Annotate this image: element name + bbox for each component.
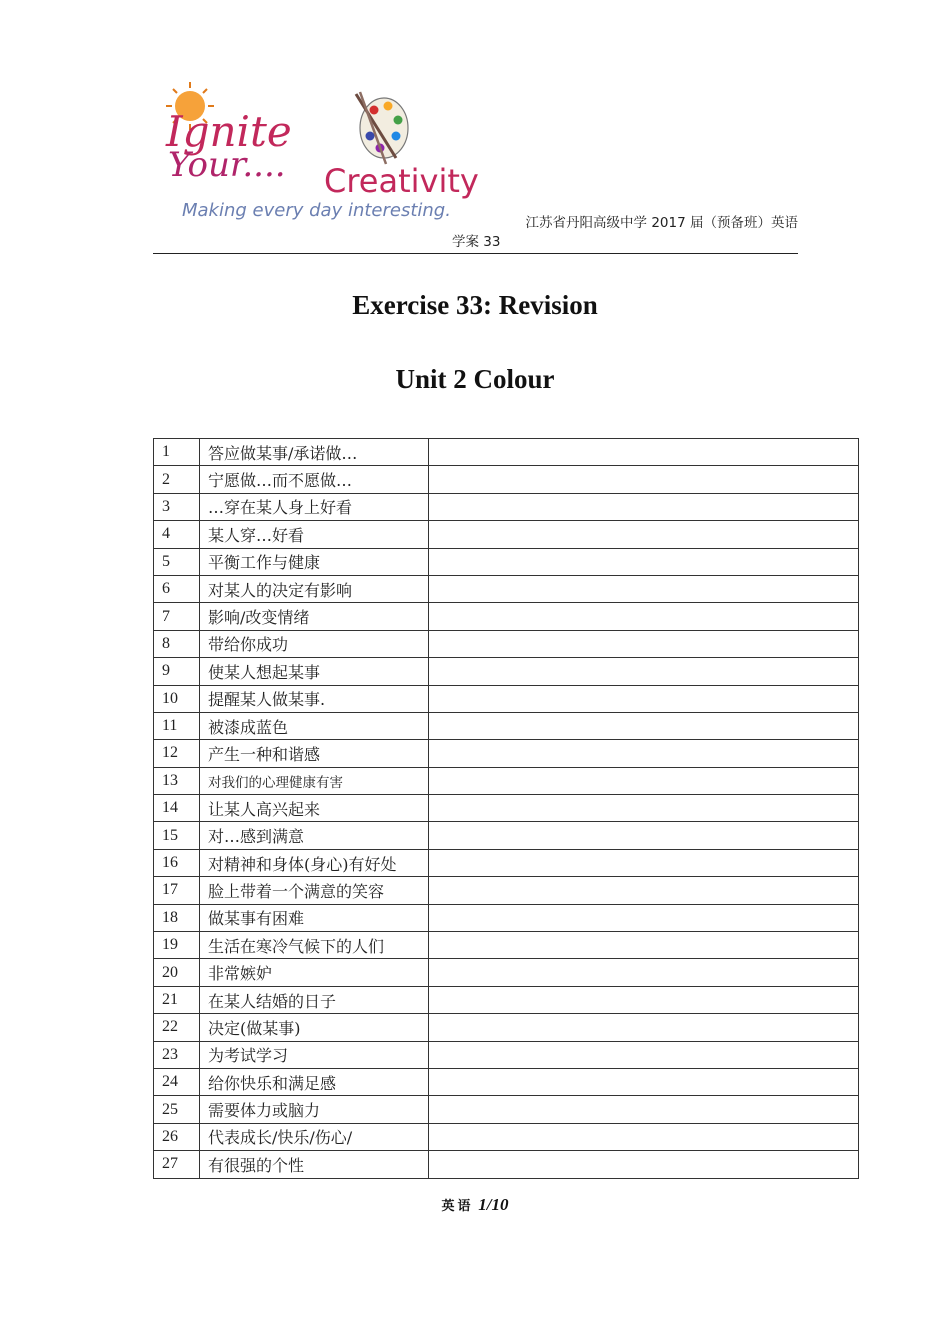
answer-cell[interactable] xyxy=(429,575,859,602)
chinese-phrase: 带给你成功 xyxy=(200,630,429,657)
chinese-phrase: 对精神和身体(身心)有好处 xyxy=(200,849,429,876)
row-number: 22 xyxy=(154,1014,200,1041)
row-number: 9 xyxy=(154,658,200,685)
chinese-phrase: 生活在寒冷气候下的人们 xyxy=(200,932,429,959)
school-header-line1: 江苏省丹阳高级中学 2017 届（预备班）英语 xyxy=(525,215,798,231)
table-row xyxy=(154,822,859,849)
row-number: 3 xyxy=(154,493,200,520)
row-number: 5 xyxy=(154,548,200,575)
table-row xyxy=(154,548,859,575)
row-number: 25 xyxy=(154,1096,200,1123)
unit-subtitle: Unit 2 Colour xyxy=(395,364,555,394)
row-number: 6 xyxy=(154,575,200,602)
table-row xyxy=(154,959,859,986)
chinese-phrase: 在某人结婚的日子 xyxy=(200,986,429,1013)
row-number: 4 xyxy=(154,521,200,548)
ignite-your-creativity-logo xyxy=(160,80,490,230)
paint-palette-icon xyxy=(356,92,408,164)
row-number: 10 xyxy=(154,685,200,712)
page-title: Exercise 33: Revision xyxy=(352,290,598,320)
table-row xyxy=(154,439,859,466)
table-row xyxy=(154,795,859,822)
table-row xyxy=(154,1151,859,1178)
answer-cell[interactable] xyxy=(429,1068,859,1095)
table-row xyxy=(154,521,859,548)
table-row xyxy=(154,1068,859,1095)
chinese-phrase: 答应做某事/承诺做… xyxy=(200,439,429,466)
svg-text:Creativity: Creativity xyxy=(324,162,479,200)
row-number: 7 xyxy=(154,603,200,630)
table-row xyxy=(154,712,859,739)
school-header-line2: 学案 33 xyxy=(452,234,501,250)
chinese-phrase: 让某人高兴起来 xyxy=(200,795,429,822)
row-number: 1 xyxy=(154,439,200,466)
chinese-phrase: 对某人的决定有影响 xyxy=(200,575,429,602)
header-divider xyxy=(153,253,798,254)
chinese-phrase: 平衡工作与健康 xyxy=(200,548,429,575)
footer-total-pages: 10 xyxy=(491,1195,509,1214)
table-row xyxy=(154,740,859,767)
answer-cell[interactable] xyxy=(429,466,859,493)
table-row xyxy=(154,1014,859,1041)
answer-cell[interactable] xyxy=(429,712,859,739)
answer-cell[interactable] xyxy=(429,795,859,822)
chinese-phrase: 非常嫉妒 xyxy=(200,959,429,986)
footer-subject: 英语 xyxy=(441,1199,474,1214)
row-number: 15 xyxy=(154,822,200,849)
answer-cell[interactable] xyxy=(429,493,859,520)
table-row xyxy=(154,849,859,876)
answer-cell[interactable] xyxy=(429,548,859,575)
footer-page-number: 1 xyxy=(478,1195,487,1214)
chinese-phrase: 使某人想起某事 xyxy=(200,658,429,685)
chinese-phrase: 做某事有困难 xyxy=(200,904,429,931)
table-row xyxy=(154,658,859,685)
answer-cell[interactable] xyxy=(429,986,859,1013)
answer-cell[interactable] xyxy=(429,849,859,876)
answer-cell[interactable] xyxy=(429,521,859,548)
table-row xyxy=(154,877,859,904)
table-row xyxy=(154,575,859,602)
answer-cell[interactable] xyxy=(429,932,859,959)
vocabulary-table xyxy=(153,438,859,1179)
chinese-phrase: 被漆成蓝色 xyxy=(200,712,429,739)
chinese-phrase: 有很强的个性 xyxy=(200,1151,429,1178)
answer-cell[interactable] xyxy=(429,439,859,466)
chinese-phrase: 宁愿做…而不愿做… xyxy=(200,466,429,493)
table-row xyxy=(154,630,859,657)
row-number: 17 xyxy=(154,877,200,904)
chinese-phrase: 提醒某人做某事. xyxy=(200,685,429,712)
answer-cell[interactable] xyxy=(429,740,859,767)
answer-cell[interactable] xyxy=(429,630,859,657)
table-row xyxy=(154,1123,859,1150)
table-row xyxy=(154,1096,859,1123)
chinese-phrase: 脸上带着一个满意的笑容 xyxy=(200,877,429,904)
table-row xyxy=(154,767,859,794)
table-row xyxy=(154,1041,859,1068)
chinese-phrase: 产生一种和谐感 xyxy=(200,740,429,767)
svg-text:Ignite: Ignite xyxy=(166,107,292,156)
row-number: 14 xyxy=(154,795,200,822)
row-number: 20 xyxy=(154,959,200,986)
table-row xyxy=(154,932,859,959)
row-number: 23 xyxy=(154,1041,200,1068)
table-row xyxy=(154,685,859,712)
row-number: 12 xyxy=(154,740,200,767)
row-number: 19 xyxy=(154,932,200,959)
answer-cell[interactable] xyxy=(429,1041,859,1068)
answer-cell[interactable] xyxy=(429,877,859,904)
table-row xyxy=(154,986,859,1013)
row-number: 24 xyxy=(154,1068,200,1095)
answer-cell[interactable] xyxy=(429,685,859,712)
svg-text:Making every day interesting.: Making every day interesting. xyxy=(182,200,451,221)
chinese-phrase: 决定(做某事) xyxy=(200,1014,429,1041)
answer-cell[interactable] xyxy=(429,603,859,630)
chinese-phrase: 为考试学习 xyxy=(200,1041,429,1068)
table-row xyxy=(154,466,859,493)
row-number: 16 xyxy=(154,849,200,876)
chinese-phrase: 影响/改变情绪 xyxy=(200,603,429,630)
answer-cell[interactable] xyxy=(429,1014,859,1041)
answer-cell[interactable] xyxy=(429,822,859,849)
chinese-phrase: 需要体力或脑力 xyxy=(200,1096,429,1123)
answer-cell[interactable] xyxy=(429,959,859,986)
school-header xyxy=(440,214,798,254)
chinese-phrase: 某人穿…好看 xyxy=(200,521,429,548)
row-number: 8 xyxy=(154,630,200,657)
chinese-phrase: 代表成长/快乐/伤心/ xyxy=(200,1123,429,1150)
chinese-phrase: …穿在某人身上好看 xyxy=(200,493,429,520)
answer-cell[interactable] xyxy=(429,658,859,685)
row-number: 26 xyxy=(154,1123,200,1150)
table-row xyxy=(154,904,859,931)
row-number: 27 xyxy=(154,1151,200,1178)
row-number: 11 xyxy=(154,712,200,739)
chinese-phrase: 对…感到满意 xyxy=(200,822,429,849)
row-number: 18 xyxy=(154,904,200,931)
answer-cell[interactable] xyxy=(429,1096,859,1123)
footer-separator: / xyxy=(486,1195,492,1214)
answer-cell[interactable] xyxy=(429,767,859,794)
table-row xyxy=(154,603,859,630)
row-number: 21 xyxy=(154,986,200,1013)
svg-text:Your....: Your.... xyxy=(168,145,286,185)
table-row xyxy=(154,493,859,520)
chinese-phrase: 给你快乐和满足感 xyxy=(200,1068,429,1095)
row-number: 2 xyxy=(154,466,200,493)
chinese-phrase: 对我们的心理健康有害 xyxy=(200,767,429,794)
answer-cell[interactable] xyxy=(429,904,859,931)
answer-cell[interactable] xyxy=(429,1123,859,1150)
row-number: 13 xyxy=(154,767,200,794)
page-footer xyxy=(0,1195,950,1215)
answer-cell[interactable] xyxy=(429,1151,859,1178)
